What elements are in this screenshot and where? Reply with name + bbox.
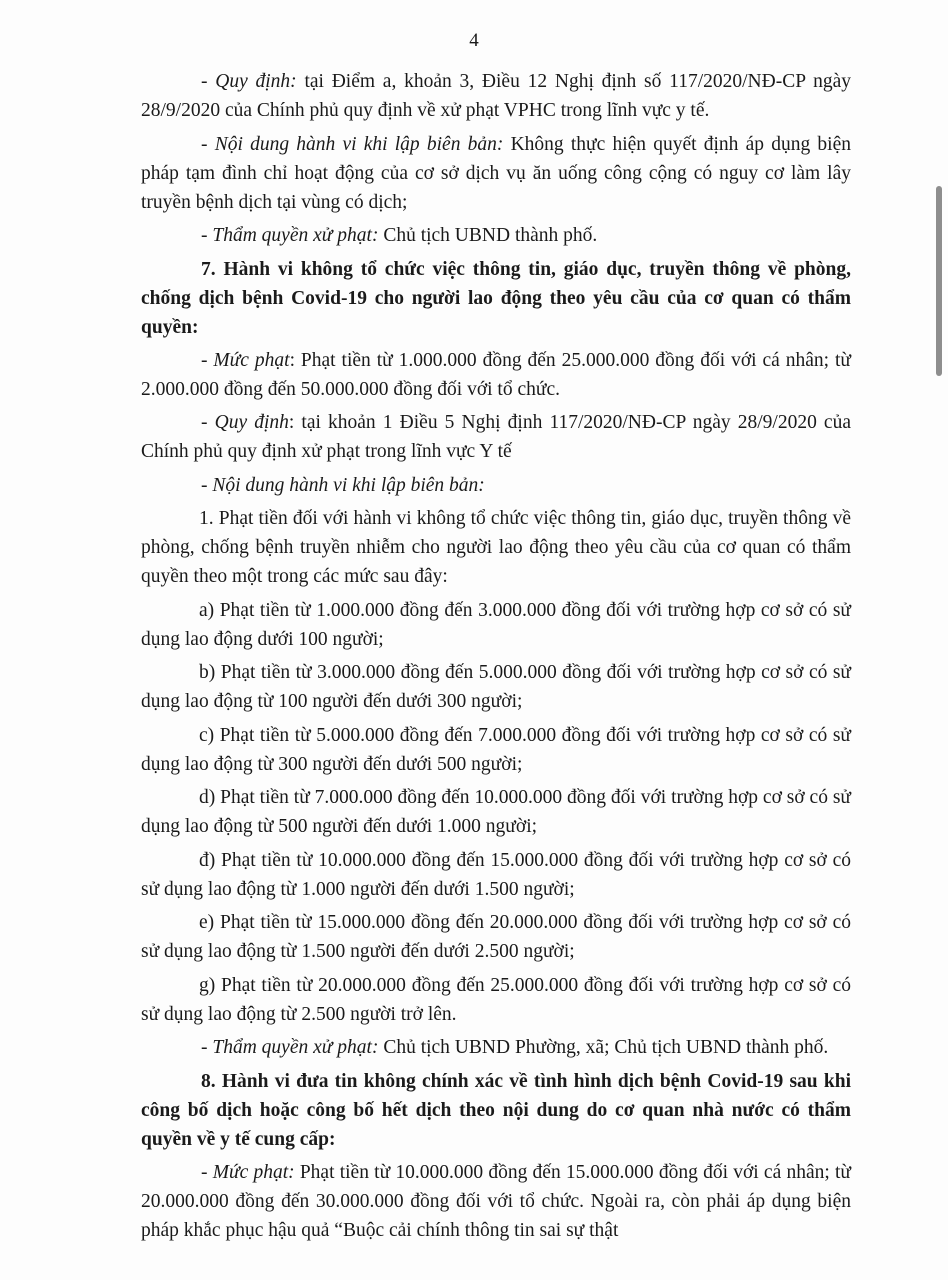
scrollbar-thumb[interactable] <box>936 186 942 376</box>
paragraph-label: - Nội dung hành vi khi lập biên bản: <box>201 133 504 155</box>
paragraph-label: - Quy định: <box>201 71 297 92</box>
paragraph-label: - Mức phạt <box>201 349 290 371</box>
paragraph-text: Chủ tịch UBND Phường, xã; Chủ tịch UBND thành phố. <box>378 1037 829 1058</box>
list-item: a) Phạt tiền từ 1.000.000 đồng đến 3.000.000 đồng đối với trường hợp cơ sở có sử dụng lao động dưới 100 người; <box>141 599 851 650</box>
paragraph-authority <box>141 1033 851 1062</box>
paragraph-violation-content <box>141 130 851 217</box>
paragraph-label: - Thẩm quyền xử phạt: <box>201 225 379 246</box>
document-body <box>141 67 851 1249</box>
paragraph-text: : Phạt tiền từ 1.000.000 đồng đến 25.000.000 đồng đối với cá nhân; từ 2.000.000 đồng đến 50.000.000 đồng đối với tổ chức. <box>141 349 851 400</box>
paragraph-text: Không thực hiện quyết định áp dụng biện pháp tạm đình chỉ hoạt động của cơ sở dịch vụ ăn uống công cộng có nguy cơ làm lây truyền bệnh dịch tại vùng có dịch; <box>141 133 851 213</box>
paragraph-regulation <box>141 67 851 125</box>
list-item: e) Phạt tiền từ 15.000.000 đồng đến 20.000.000 đồng đối với trường hợp cơ sở có sử dụng lao động từ 1.500 người đến dưới 2.500 người; <box>141 912 851 962</box>
list-item: g) Phạt tiền từ 20.000.000 đồng đến 25.000.000 đồng đối với trường hợp cơ sở có sử dụng lao động từ 2.500 người trở lên. <box>141 974 851 1025</box>
paragraph-penalty <box>141 1158 851 1245</box>
list-item: b) Phạt tiền từ 3.000.000 đồng đến 5.000.000 đồng đối với trường hợp cơ sở có sử dụng lao động từ 100 người đến dưới 300 người; <box>141 662 851 712</box>
list-item: c) Phạt tiền từ 5.000.000 đồng đến 7.000.000 đồng đối với trường hợp cơ sở có sử dụng lao động từ 300 người đến dưới 500 người; <box>141 724 851 775</box>
list-item: đ) Phạt tiền từ 10.000.000 đồng đến 15.000.000 đồng đối với trường hợp cơ sở có sử dụng lao động từ 1.000 người đến dưới 1.500 người; <box>141 849 851 900</box>
list-item: 1. Phạt tiền đối với hành vi không tổ chức việc thông tin, giáo dục, truyền thông về phòng, chống bệnh truyền nhiễm cho người lao động theo yêu cầu của cơ quan có thẩm quyền theo một trong các mức sau đây: <box>141 508 851 587</box>
paragraph-label: - Mức phạt: <box>201 1161 295 1183</box>
paragraph-text: tại Điểm a, khoản 3, Điều 12 Nghị định số 117/2020/NĐ-CP ngày 28/9/2020 của Chính phủ quy định về xử phạt VPHC trong lĩnh vực y tế. <box>141 71 851 121</box>
page-number: 4 <box>469 30 479 51</box>
paragraph-label: - Quy định <box>201 412 289 433</box>
paragraph-authority <box>141 221 851 250</box>
paragraph-regulation <box>141 408 851 466</box>
list-item: d) Phạt tiền từ 7.000.000 đồng đến 10.000.000 đồng đối với trường hợp cơ sở có sử dụng lao động từ 500 người đến dưới 1.000 người; <box>141 787 851 837</box>
paragraph-violation-content <box>141 471 851 500</box>
paragraph-text: Phạt tiền từ 10.000.000 đồng đến 15.000.000 đồng đối với cá nhân; từ 20.000.000 đồng đến 30.000.000 đồng đối với tổ chức. Ngoài ra, còn phải áp dụng biện pháp khắc phục hậu quả “Buộc cải chính thông tin sai sự thật <box>141 1161 851 1241</box>
paragraph-penalty <box>141 346 851 404</box>
paragraph-text: Chủ tịch UBND thành phố. <box>378 225 598 246</box>
paragraph-label: - Thẩm quyền xử phạt: <box>201 1037 379 1058</box>
section-heading-8: 8. Hành vi đưa tin không chính xác về tình hình dịch bệnh Covid-19 sau khi công bố dịch hoặc công bố hết dịch theo nội dung do cơ quan nhà nước có thẩm quyền về y tế cung cấp: <box>141 1070 851 1150</box>
section-heading-7: 7. Hành vi không tổ chức việc thông tin, giáo dục, truyền thông về phòng, chống dịch bệnh Covid-19 cho người lao động theo yêu cầu của cơ quan có thẩm quyền: <box>141 258 851 338</box>
paragraph-text: : tại khoản 1 Điều 5 Nghị định 117/2020/NĐ-CP ngày 28/9/2020 của Chính phủ quy định xử phạt trong lĩnh vực Y tế <box>141 412 851 462</box>
paragraph-label: - Nội dung hành vi khi lập biên bản: <box>201 474 485 496</box>
